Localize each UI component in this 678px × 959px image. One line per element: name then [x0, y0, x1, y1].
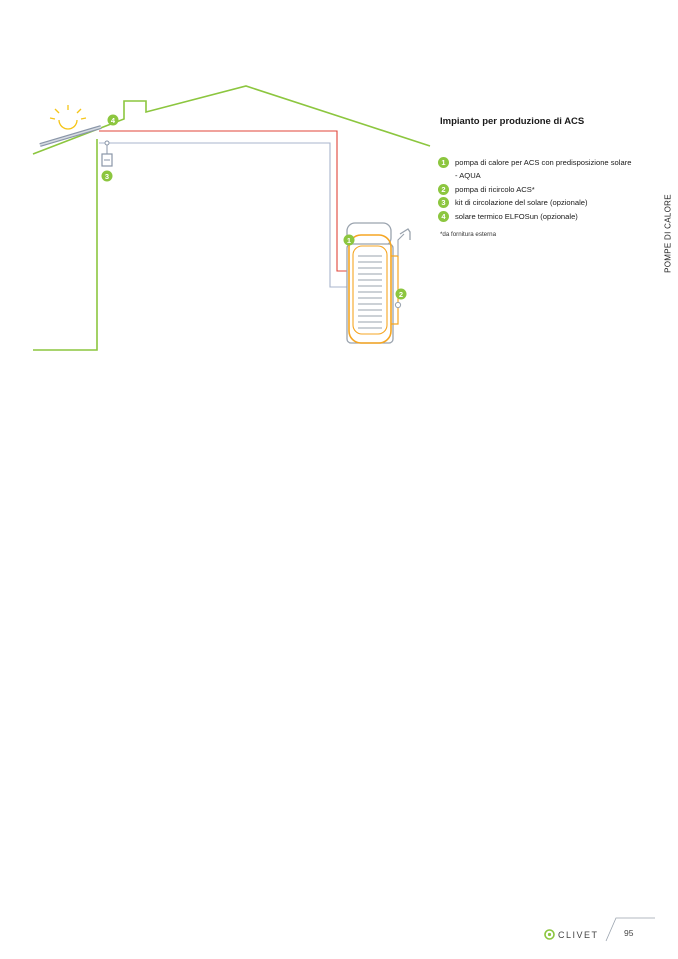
footnote: *da fornitura esterna: [440, 231, 497, 238]
logo-icon: [544, 929, 555, 940]
cold-pipe: [99, 143, 347, 287]
tap-pipe: [398, 234, 404, 256]
marker-2: [396, 289, 407, 300]
legend-text-2: pompa di ricircolo ACS*: [455, 184, 535, 194]
legend-text-3: kit di circolazione del solare (opzionale): [455, 198, 588, 208]
legend-item-3: [438, 196, 631, 209]
marker-2-label: 2: [398, 290, 404, 299]
diagram-title: Impianto per produzione di ACS: [440, 116, 585, 127]
marker-4-label: 4: [110, 116, 116, 125]
legend: [438, 156, 631, 223]
sun-icon: [50, 105, 86, 129]
marker-4: [108, 115, 119, 126]
logo-text: CLIVET: [558, 929, 599, 940]
marker-1: [344, 235, 355, 246]
marker-3: [102, 171, 113, 182]
legend-text-4: solare termico ELFOSun (opzionale): [455, 211, 578, 221]
solar-panel-highlight: [40, 127, 101, 145]
house-wall: [33, 139, 97, 350]
legend-item-4: [438, 210, 631, 223]
legend-item-2: [438, 183, 631, 196]
legend-number-3: 3: [438, 197, 449, 208]
legend-item-1: [438, 156, 631, 169]
section-side-label: POMPE DI CALORE: [663, 194, 673, 273]
brand-logo: [544, 929, 599, 940]
marker-1-label: 1: [346, 236, 352, 245]
valve-icon: [105, 141, 109, 145]
legend-number-4: 4: [438, 211, 449, 222]
house-outline: [33, 86, 430, 154]
recirculation-pump-icon: [395, 302, 400, 307]
hot-pipe: [99, 131, 347, 271]
legend-text-1-continued: - AQUA: [455, 171, 481, 181]
legend-number-2: 2: [438, 184, 449, 195]
legend-number-1: 1: [438, 157, 449, 168]
legend-text-1: pompa di calore per ACS con predisposizione solare: [455, 158, 632, 167]
tap-icon: [400, 229, 410, 240]
marker-3-label: 3: [104, 172, 110, 181]
page-number: 95: [624, 928, 634, 938]
